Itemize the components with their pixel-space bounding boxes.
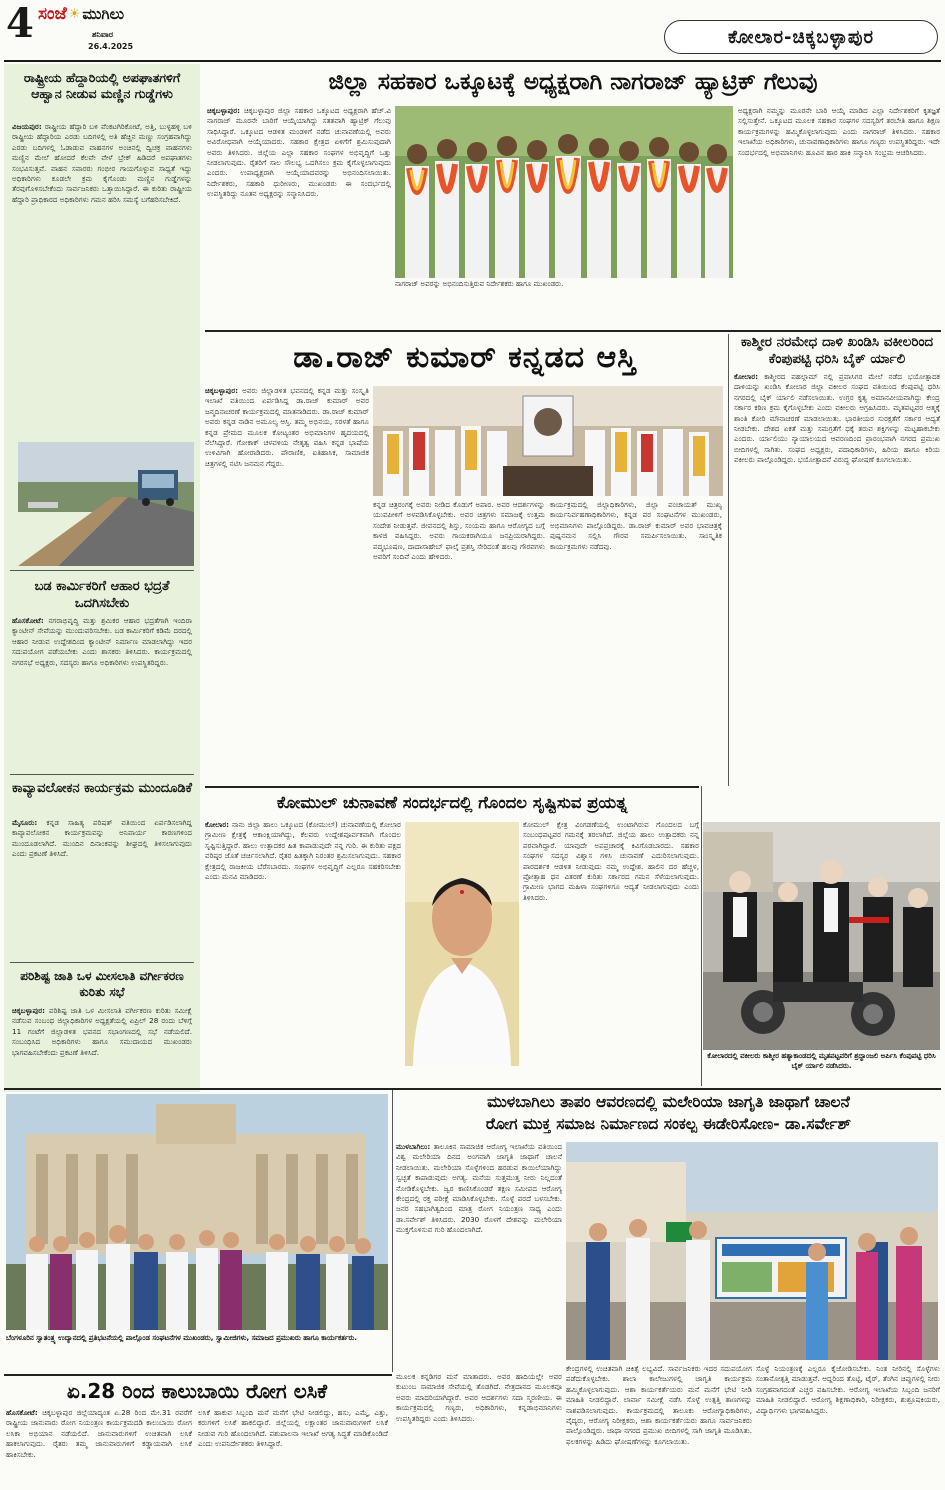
logo-text-mugilu: ಮುಗಿಲು (82, 5, 125, 23)
article-text: ಅಧ್ಯಕ್ಷರಾಗಿ ನಮ್ಮನ್ನು ಮೂರನೇ ಬಾರಿ ಆಯ್ಕೆ ಮಾಡಿದ ಎಲ್ಲಾ ನಿರ್ದೇಶಕರಿಗೆ ಕೃತಜ್ಞತೆ ಸಲ್ಲಿಸುತ್ತೇನೆ. ಒಕ್ಕೂಟದ ಮೂಲಕ ಸಹಕಾರ ಸಂಘಗಳ ಸದಸ್ಯರಿಗೆ ತರಬೇತಿ ಹಾಗೂ ಶಿಕ್ಷಣ ಕಾರ್ಯಕ್ರಮಗಳನ್ನು ಹಮ್ಮಿಕೊಳ್ಳಲಾಗುವುದು ಎಂದು ನಾಗರಾಜ್ ತಿಳಿಸಿದರು. ಸಹಕಾರ ಇಲಾಖೆಯ ಅಧಿಕಾರಿಗಳು, ಚುನಾವಣಾಧಿಕಾರಿಗಳು ಹಾಗೂ ಗಣ್ಯರು ಉಪಸ್ಥಿತರಿದ್ದರು. ಇದೇ ಸಂದರ್ಭದಲ್ಲಿ ಅಭಿಮಾನಿಗಳು ಹೂವಿನ ಹಾರ ಹಾಕಿ ಸನ್ಮಾನಿಸಿ ಸಂಭ್ರಮ ಆಚರಿಸಿದರು. (738, 106, 940, 157)
dateline: ಚಿಕ್ಕಬಳ್ಳಾಪುರ: (12, 1006, 49, 1015)
dateline: ಮೈಸೂರು: (12, 818, 47, 827)
dateline: ಕೋಲಾರ: (734, 372, 765, 381)
article-text: ಚಿಕ್ಕಬಳ್ಳಾಪುರ ಜಿಲ್ಲೆಯಾದ್ಯಂತ ಏ.28 ರಿಂದ ಮೇ.31 ರವರೆಗೆ ರಾಷ್ಟ್ರೀಯ ಜಾನುವಾರು ರೋಗ ನಿಯಂತ್ರಣ ಕಾರ್ಯಕ್ರಮದಡಿ ಕಾಲುಬಾಯಿ ರೋಗ ಲಸಿಕಾ ಅಭಿಯಾನ ನಡೆಯಲಿದೆ. ಜಾನುವಾರುಗಳಿಗೆ ಉಚಿತವಾಗಿ ಲಸಿಕೆ ಹಾಕಲಾಗುವುದು. ರೈತರು ತಮ್ಮ ಜಾನುವಾರುಗಳಿಗೆ ಕಡ್ಡಾಯವಾಗಿ ಲಸಿಕೆ ಹಾಕಿಸಬೇಕು. (6, 1408, 192, 1459)
bike-rally-caption: ಕೋಲಾರದಲ್ಲಿ ವಕೀಲರು ಕಾಶ್ಮೀರ ಹತ್ಯಾಕಾಂಡದಲ್ಲಿ ಮೃತಪಟ್ಟವರಿಗೆ ಶ್ರದ್ಧಾಂಜಲಿ ಅರ್ಪಿಸಿ ಕೆಂಪುಪಟ್ಟಿ ಧರಿಸಿ ಬೈಕ್ ರ್ಯಾಲಿ ನಡೆಸಿದರು. (707, 1052, 936, 1070)
sidebar-story4-headline: ಪರಿಶಿಷ್ಟ ಜಾತಿ ಒಳ ಮೀಸಲಾತಿ ವರ್ಗೀಕರಣ ಕುರಿತು ಸಭೆ (20, 969, 184, 999)
article-text: ಕಾರ್ಯಕ್ರಮದಲ್ಲಿ ಜಿಲ್ಲಾಧಿಕಾರಿಗಳು, ಜಿಲ್ಲಾ ಪಂಚಾಯತ್ ಮುಖ್ಯ ಕಾರ್ಯನಿರ್ವಹಣಾಧಿಕಾರಿಗಳು, ಕನ್ನಡ ಪರ ಸಂಘಟನೆಗಳ ಮುಖಂಡರು, ಅಭಿಮಾನಿಗಳು ಪಾಲ್ಗೊಂಡಿದ್ದರು. ಡಾ.ರಾಜ್ ಕುಮಾರ್ ಅವರ ಭಾವಚಿತ್ರಕ್ಕೆ ಪುಷ್ಪನಮನ ಸಲ್ಲಿಸಿ ಗೌರವ ಸಮರ್ಪಿಸಲಾಯಿತು. ಸಾಂಸ್ಕೃತಿಕ ಕಾರ್ಯಕ್ರಮಗಳು ನಡೆದವು. (550, 500, 722, 551)
rajkumar-event-photo (373, 386, 723, 496)
article-text: ಕೋಮುಲ್ ಕ್ಷೇತ್ರ ವಿಂಗಡಣೆಯಲ್ಲಿ ಉಂಟಾಗಿರುವ ಗೊಂದಲದ ಬಗ್ಗೆ ಸಂಬಂಧಪಟ್ಟವರ ಗಮನಕ್ಕೆ ತರಲಾಗಿದೆ. ಜಿಲ್ಲೆಯ ಹಾಲು ಉತ್ಪಾದಕರು ನನ್ನ ಪರವಾಗಿದ್ದಾರೆ. ಯಾವುದೇ ಅಪಪ್ರಚಾರಕ್ಕೆ ಕಿವಿಗೊಡಬಾರದು. ಸಹಕಾರ ಸಂಘಗಳ ಸದಸ್ಯರ ವಿಶ್ವಾಸ ಗಳಿಸಿ ಚುನಾವಣೆ ಎದುರಿಸಲಾಗುವುದು. ಪಾರದರ್ಶಕ ಆಡಳಿತ ನೀಡುವುದು ನಮ್ಮ ಉದ್ದೇಶ. ಹಾಲಿನ ದರ ಹೆಚ್ಚಳ, ಪ್ರೋತ್ಸಾಹ ಧನ ವಿತರಣೆ ಕುರಿತು ಸರ್ಕಾರದ ಗಮನ ಸೆಳೆಯಲಾಗುವುದು. ಗ್ರಾಮೀಣ ಭಾಗದ ಮಹಿಳಾ ಸಂಘಗಳಿಗೂ ಆದ್ಯತೆ ನೀಡಲಾಗುವುದು ಎಂದು ತಿಳಿಸಿದರು. (523, 820, 699, 902)
article-text: ಪರಿಶಿಷ್ಟ ಜಾತಿ ಒಳ ಮೀಸಲಾತಿ ವರ್ಗೀಕರಣ ಕುರಿತು ಸಮೀಕ್ಷೆ ನಡೆಸುವ ಸಂಬಂಧ ಜಿಲ್ಲಾಧಿಕಾರಿಗಳ ಅಧ್ಯಕ್ಷತೆಯಲ್ಲಿ ಏಪ್ರಿಲ್ 28 ರಂದು ಬೆಳಿಗ್ಗೆ 11 ಗಂಟೆಗೆ ಜಿಲ್ಲಾಡಳಿತ ಭವನದ ಸಭಾಂಗಣದಲ್ಲಿ ಸಭೆ ನಡೆಯಲಿದೆ. ಸಂಬಂಧಿಸಿದ ಅಧಿಕಾರಿಗಳು ಹಾಗೂ ಸಮುದಾಯದ ಮುಖಂಡರು ಭಾಗವಹಿಸಬೇಕೆಂದು ಪ್ರಕಟಣೆ ತಿಳಿಸಿದೆ. (12, 1006, 192, 1057)
cooperative-caption: ನಾಗರಾಜ್ ಅವರನ್ನು ಅಭಿನಂದಿಸುತ್ತಿರುವ ನಿರ್ದೇಶಕರು ಹಾಗೂ ಮುಖಂಡರು. (395, 280, 564, 288)
sidebar-story1-body (12, 122, 192, 440)
malaria-body-bottom (566, 1364, 752, 1486)
dateline: ಮುಳಬಾಗಿಲು: (396, 1142, 434, 1151)
sidebar-story3-body (12, 818, 192, 960)
sidebar-story1-headline: ರಾಷ್ಟ್ರೀಯ ಹೆದ್ದಾರಿಯಲ್ಲಿ ಅಪಘಾತಗಳಿಗೆ ಆಹ್ವಾನ ನೀಡುವ ಮಣ್ಣಿನ ಗುಡ್ಡೆಗಳು (23, 70, 181, 101)
divider (10, 570, 194, 571)
cooperative-body-right (738, 106, 940, 328)
malaria-headline-line2: ರೋಗ ಮುಕ್ತ ಸಮಾಜ ನಿರ್ಮಾಣದ ಸಂಕಲ್ಪ ಈಡೇರಿಸೋಣ- ಡಾ.ಸರ್ವೇಶ್ (485, 1115, 852, 1133)
malaria-body-top (396, 1142, 562, 1368)
sidebar (4, 64, 200, 1092)
dateline: ಹೊಸಕೋಟೆ: (6, 1408, 43, 1417)
divider (392, 1090, 393, 1372)
newspaper-logo (38, 4, 124, 24)
divider (10, 962, 194, 963)
divider (205, 330, 941, 332)
article-text: ಲಸಿಕೆ ಹಾಕುವ ಸಿಬ್ಬಂದಿ ಮನೆ ಮನೆಗೆ ಭೇಟಿ ನೀಡಲಿದ್ದು, ಹಸು, ಎಮ್ಮೆ, ಎತ್ತು, ಕರುಗಳಿಗೆ ಲಸಿಕೆ ಹಾಕಲಿದ್ದಾರೆ. ಜಿಲ್ಲೆಯಲ್ಲಿ ಲಕ್ಷಾಂತರ ಜಾನುವಾರುಗಳಿಗೆ ಲಸಿಕೆ ನೀಡುವ ಗುರಿ ಹೊಂದಲಾಗಿದೆ. ಪಶುಪಾಲನಾ ಇಲಾಖೆ ಅಗತ್ಯ ಸಿದ್ಧತೆ ಮಾಡಿಕೊಂಡಿದೆ ಎಂದು ಉಪನಿರ್ದೇಶಕರು ತಿಳಿಸಿದ್ದಾರೆ. (198, 1408, 388, 1449)
logo-text-sanje: ಸಂಜೆ (38, 4, 67, 24)
article-text: ಕಾಶ್ಮೀರದ ಪಹಲ್ಗಾಮ್ ನಲ್ಲಿ ಪ್ರವಾಸಿಗರ ಮೇಲೆ ನಡೆದ ಭಯೋತ್ಪಾದಕ ದಾಳಿಯನ್ನು ಖಂಡಿಸಿ ಕೋಲಾರ ಜಿಲ್ಲಾ ವಕೀಲರ ಸಂಘದ ವತಿಯಿಂದ ಕೆಂಪುಪಟ್ಟಿ ಧರಿಸಿ ನಗರದಲ್ಲಿ ಬೈಕ್ ರ್ಯಾಲಿ ನಡೆಸಲಾಯಿತು. ಉಗ್ರರ ಕೃತ್ಯ ಅಮಾನವೀಯವಾಗಿದ್ದು ಕೇಂದ್ರ ಸರ್ಕಾರ ಕಠಿಣ ಕ್ರಮ ಕೈಗೊಳ್ಳಬೇಕು ಎಂದು ವಕೀಲರು ಆಗ್ರಹಿಸಿದರು. ಮೃತಪಟ್ಟವರ ಆತ್ಮಕ್ಕೆ ಶಾಂತಿ ಕೋರಿ ಮೌನಾಚರಣೆ ಮಾಡಲಾಯಿತು. ಭಾರತೀಯರ ಸುರಕ್ಷತೆಗೆ ಸರ್ಕಾರ ಆದ್ಯತೆ ನೀಡಬೇಕು. ದೇಶದ ಏಕತೆ ಮತ್ತು ಸಮಗ್ರತೆಗೆ ಧಕ್ಕೆ ತರುವ ಶಕ್ತಿಗಳನ್ನು ಮಟ್ಟಹಾಕಬೇಕು ಎಂದರು. ರ್ಯಾಲಿಯು ನ್ಯಾಯಾಲಯದ ಆವರಣದಿಂದ ಪ್ರಾರಂಭವಾಗಿ ನಗರದ ಪ್ರಮುಖ ಬೀದಿಗಳಲ್ಲಿ ಸಾಗಿತು. ಸಂಘದ ಅಧ್ಯಕ್ಷರು, ಪದಾಧಿಕಾರಿಗಳು, ಹಿರಿಯ ಹಾಗೂ ಕಿರಿಯ ವಕೀಲರು ಪಾಲ್ಗೊಂಡಿದ್ದರು. ಭಯೋತ್ಪಾದನೆ ವಿರುದ್ಧ ಘೋಷಣೆ ಕೂಗಲಾಯಿತು. (734, 372, 940, 465)
malaria-headline-line1: ಮುಳಬಾಗಿಲು ತಾಪಂ ಆವರಣದಲ್ಲಿ ಮಲೇರಿಯಾ ಜಾಗೃತಿ ಜಾಥಾಗೆ ಚಾಲನೆ (487, 1093, 850, 1111)
article-text: ಕನ್ನಡ ಚಿತ್ರರಂಗಕ್ಕೆ ಅವರು ನೀಡಿದ ಕೊಡುಗೆ ಅಪಾರ. ಅವರ ಆದರ್ಶಗಳನ್ನು ಯುವಪೀಳಿಗೆ ಅಳವಡಿಸಿಕೊಳ್ಳಬೇಕು. ಅವರ ಚಿತ್ರಗಳು ಸಮಾಜಕ್ಕೆ ಉತ್ತಮ ಸಂದೇಶ ನೀಡುತ್ತವೆ. ಜೀವನದಲ್ಲಿ ಶಿಸ್ತು, ಸಂಯಮ ಹಾಗೂ ಆರೋಗ್ಯದ ಬಗ್ಗೆ ಕಾಳಜಿ ವಹಿಸಿದ್ದರು. ಅವರು ಗಾಯಕರಾಗಿಯೂ ಜನಪ್ರಿಯರಾಗಿದ್ದರು. ಪದ್ಮಭೂಷಣ, ದಾದಾಸಾಹೇಬ್ ಫಾಲ್ಕೆ ಪ್ರಶಸ್ತಿ ಸೇರಿದಂತೆ ಹಲವು ಗೌರವಗಳು ಅವರಿಗೆ ಸಂದಿವೆ ಎಂದು ಹೇಳಿದರು. (373, 500, 545, 562)
rajkumar-headline: ಡಾ.ರಾಜ್ ಕುಮಾರ್ ಕನ್ನಡದ ಆಸ್ತಿ (293, 340, 637, 375)
article-text: ನಾನು ಜಿಲ್ಲಾ ಹಾಲು ಒಕ್ಕೂಟದ (ಕೋಮುಲ್) ಚುನಾವಣೆಯಲ್ಲಿ ಕೋಲಾರ ಗ್ರಾಮೀಣ ಕ್ಷೇತ್ರಕ್ಕೆ ಆಕಾಂಕ್ಷಿಯಾಗಿದ್ದು, ಕೆಲವರು ಉದ್ದೇಶಪೂರ್ವಕವಾಗಿ ಗೊಂದಲ ಸೃಷ್ಟಿಸುತ್ತಿದ್ದಾರೆ. ಹಾಲು ಉತ್ಪಾದಕರ ಹಿತ ಕಾಪಾಡುವುದೇ ನನ್ನ ಗುರಿ. ಈ ಕುರಿತು ಪಕ್ಷದ ವರಿಷ್ಠರ ಜೊತೆ ಚರ್ಚಿಸಲಾಗಿದೆ. ರೈತರ ಹಿತಕ್ಕಾಗಿ ನಿರಂತರ ಶ್ರಮಿಸಲಾಗುವುದು. ಸಹಕಾರ ಕ್ಷೇತ್ರದಲ್ಲಿ ರಾಜಕೀಯ ಬೆರೆಸಬಾರದು. ಸಂಘಗಳ ಅಭಿವೃದ್ಧಿಗೆ ಎಲ್ಲರೂ ಸಹಕರಿಸಬೇಕು ಎಂದು ಮನವಿ ಮಾಡಿದರು. (205, 820, 401, 882)
cooperative-photo (395, 106, 733, 278)
komul-headline: ಕೋಮುಲ್ ಚುನಾವಣೆ ಸಂದರ್ಭದಲ್ಲಿ ಗೊಂದಲ ಸೃಷ್ಟಿಸುವ ಪ್ರಯತ್ನ (276, 793, 628, 812)
bike-rally-headline: ಕಾಶ್ಮೀರ ನರಮೇಧ ದಾಳಿ ಖಂಡಿಸಿ ವಕೀಲರಿಂದ ಕೆಂಪುಪಟ್ಟಿ ಧರಿಸಿ ಬೈಕ್ ರ್ಯಾಲಿ (740, 334, 934, 367)
highway-photo (18, 442, 194, 566)
article-text: ಮೂಲಕ ಕನ್ನಡಿಗರ ಮನೆ ಮಾತಾದರು. ಅವರ ಹಾದಿಯಲ್ಲೇ ಅವರ ಕುಟುಂಬ ಸಾಮಾಜಿಕ ಸೇವೆಯಲ್ಲಿ ತೊಡಗಿದೆ. ನೇತ್ರದಾನದ ಮೂಲಕವೂ ಅವರು ಮಾದರಿಯಾಗಿದ್ದಾರೆ. ಅವರ ಆದರ್ಶಗಳು ಸದಾ ಸ್ಮರಣೀಯ. ಈ ಕಾರ್ಯಕ್ರಮದಲ್ಲಿ ಗಣ್ಯರು, ಅಧಿಕಾರಿಗಳು, ಕನ್ನಡಾಭಿಮಾನಿಗಳು ಉಪಸ್ಥಿತರಿದ್ದರು ಎಂದು ತಿಳಿಸಿದರು. (396, 1372, 562, 1423)
sidebar-story2-body (12, 616, 192, 772)
article-text: ಅವರು ಜಿಲ್ಲಾಡಳಿತ ಭವನದಲ್ಲಿ ಕನ್ನಡ ಮತ್ತು ಸಂಸ್ಕೃತಿ ಇಲಾಖೆ ವತಿಯಿಂದ ಏರ್ಪಡಿಸಿದ್ದ ಡಾ.ರಾಜ್ ಕುಮಾರ್ ಅವರ ಜನ್ಮದಿನಾಚರಣೆ ಕಾರ್ಯಕ್ರಮದಲ್ಲಿ ಮಾತನಾಡಿದರು. ಡಾ.ರಾಜ್ ಕುಮಾರ್ ಅವರು ಕನ್ನಡ ನಾಡಿನ ಅಮೂಲ್ಯ ಆಸ್ತಿ. ತಮ್ಮ ಅಭಿನಯ, ಸರಳತೆ ಹಾಗೂ ಕನ್ನಡ ಪ್ರೇಮದ ಮೂಲಕ ಕೋಟ್ಯಂತರ ಅಭಿಮಾನಿಗಳ ಹೃದಯದಲ್ಲಿ ನೆಲೆಸಿದ್ದಾರೆ. ಗೋಕಾಕ್ ಚಳವಳಿಯ ನೇತೃತ್ವ ವಹಿಸಿ ಕನ್ನಡ ಭಾಷೆಯ ಉಳಿವಿಗಾಗಿ ಹೋರಾಡಿದರು. ಪೌರಾಣಿಕ, ಐತಿಹಾಸಿಕ, ಸಾಮಾಜಿಕ ಚಿತ್ರಗಳಲ್ಲಿ ನಟಿಸಿ ಜನಮನ ಗೆದ್ದರು. (205, 386, 369, 468)
article-text: ಚಿಕ್ಕಬಳ್ಳಾಪುರ ಜಿಲ್ಲಾ ಸಹಕಾರ ಒಕ್ಕೂಟದ ಅಧ್ಯಕ್ಷರಾಗಿ ಹೆಚ್.ವಿ ನಾಗರಾಜ್ ಮೂರನೇ ಬಾರಿಗೆ ಆಯ್ಕೆಯಾಗಿದ್ದು ಸತತವಾಗಿ ಹ್ಯಾಟ್ರಿಕ್ ಗೆಲುವು ಸಾಧಿಸಿದ್ದಾರೆ. ಒಕ್ಕೂಟದ ಆಡಳಿತ ಮಂಡಳಿಗೆ ನಡೆದ ಚುನಾವಣೆಯಲ್ಲಿ ಅವರು ಅವಿರೋಧವಾಗಿ ಆಯ್ಕೆಯಾದರು. ಸಹಕಾರ ಕ್ಷೇತ್ರದ ಏಳಿಗೆಗೆ ಶ್ರಮಿಸುವುದಾಗಿ ಅವರು ತಿಳಿಸಿದರು. ಜಿಲ್ಲೆಯ ಎಲ್ಲಾ ಸಹಕಾರ ಸಂಘಗಳ ಅಭಿವೃದ್ಧಿಗೆ ಒತ್ತು ನೀಡಲಾಗುವುದು. ರೈತರಿಗೆ ಸಾಲ ಸೌಲಭ್ಯ ಒದಗಿಸಲು ಕ್ರಮ ಕೈಗೊಳ್ಳಲಾಗುವುದು ಎಂದರು. ಉಪಾಧ್ಯಕ್ಷರಾಗಿ ಆಯ್ಕೆಯಾದವರನ್ನು ಅಭಿನಂದಿಸಲಾಯಿತು. ನಿರ್ದೇಶಕರು, ಸಹಕಾರಿ ಧುರೀಣರು, ಮುಖಂಡರು ಈ ಸಂದರ್ಭದಲ್ಲಿ ಉಪಸ್ಥಿತರಿದ್ದು ನೂತನ ಅಧ್ಯಕ್ಷರನ್ನು ಸನ್ಮಾನಿಸಿದರು. (207, 106, 391, 199)
bike-rally-body (734, 372, 940, 820)
divider (701, 786, 702, 1086)
article-text: ಕನ್ನಡ ಸಾಹಿತ್ಯ ಪರಿಷತ್ ವತಿಯಿಂದ ಏರ್ಪಡಿಸಲಾಗಿದ್ದ ಕಾವ್ಯಾವಲೋಕನ ಕಾರ್ಯಕ್ರಮವನ್ನು ಅನಿವಾರ್ಯ ಕಾರಣಗಳಿಂದ ಮುಂದೂಡಲಾಗಿದೆ. ಮುಂದಿನ ದಿನಾಂಕವನ್ನು ಶೀಘ್ರದಲ್ಲಿ ತಿಳಿಸಲಾಗುವುದು ಎಂದು ಪ್ರಕಟಣೆ ತಿಳಿಸಿದೆ. (12, 818, 192, 859)
malaria-rally-photo (566, 1142, 938, 1360)
vaccine-body-left (6, 1408, 192, 1488)
divider (4, 1374, 392, 1376)
divider (4, 1088, 941, 1090)
masthead-divider (4, 60, 941, 62)
section-title: ಕೋಲಾರ-ಚಿಕ್ಕಬಳ್ಳಾಪುರ (664, 20, 938, 54)
issue-date: 26.4.2025 (88, 42, 134, 51)
protest-caption: ಬೆಂಗಳೂರಿನ ಸ್ವಾತಂತ್ರ್ಯ ಉದ್ಯಾನದಲ್ಲಿ ಪ್ರತಿಭಟನೆಯಲ್ಲಿ ಪಾಲ್ಗೊಂಡ ಸಂಘಟನೆಗಳ ಮುಖಂಡರು, ಸ್ವಾಮೀಜಿಗಳು, ಸಮಾಜದ ಪ್ರಮುಖರು ಹಾಗೂ ಕಾರ್ಯಕರ್ತರು. (6, 1334, 358, 1342)
page-number: 4 (6, 0, 34, 47)
rajkumar-body-mid (373, 500, 545, 782)
komul-body-left (205, 820, 401, 1076)
vaccine-headline: ಏ.28 ರಿಂದ ಕಾಲುಬಾಯಿ ರೋಗ ಲಸಿಕೆ (66, 1379, 328, 1403)
dateline: ಚಿಕ್ಕಬಳ್ಳಾಪುರ: (207, 106, 245, 115)
dateline: ಹೊಸಕೋಟೆ: (12, 616, 49, 625)
cooperative-body-left (207, 106, 391, 328)
article-text: ಸೊಳ್ಳೆ ನಿಯಂತ್ರಣಕ್ಕೆ ಎಲ್ಲರೂ ಕೈಜೋಡಿಸಬೇಕು. ನಿಂತ ನೀರಿನಲ್ಲಿ ಸೊಳ್ಳೆಗಳು ಸಂತಾನೋತ್ಪತ್ತಿ ಮಾಡುತ್ತವೆ. ಆದ್ದರಿಂದ ತೊಟ್ಟಿ, ಟೈರ್, ತೆಂಗಿನ ಚಿಪ್ಪುಗಳಲ್ಲಿ ನೀರು ಸಂಗ್ರಹವಾಗದಂತೆ ಎಚ್ಚರ ವಹಿಸಬೇಕು. ಆರೋಗ್ಯ ಇಲಾಖೆಯ ಸಿಬ್ಬಂದಿ ಜನರಿಗೆ ಮಾಹಿತಿ ನೀಡಲಿದ್ದಾರೆ. ಆರೋಗ್ಯ ಶಿಕ್ಷಣಾಧಿಕಾರಿ, ನಿರೀಕ್ಷಕರು, ಶುಶ್ರೂಷಕಿಯರು, ವಿದ್ಯಾರ್ಥಿಗಳು ಭಾಗವಹಿಸಿದ್ದರು. (756, 1364, 940, 1415)
divider (10, 774, 194, 775)
bike-rally-photo (703, 822, 940, 1050)
article-text: ನಗರಾಭಿವೃದ್ಧಿ ಮತ್ತು ಶ್ರಮಿಕರ ಆಹಾರ ಭದ್ರತೆಗಾಗಿ ಇಂದಿರಾ ಕ್ಯಾಂಟೀನ್ ಸೇವೆಯನ್ನು ಮುಂದುವರಿಸಬೇಕು. ಬಡ ಕಾರ್ಮಿಕರಿಗೆ ಕಡಿಮೆ ದರದಲ್ಲಿ ಆಹಾರ ನೀಡುವ ಉದ್ದೇಶದಿಂದ ಕ್ಯಾಂಟೀನ್ ನಿರ್ಮಾಣ ಮಾಡಲಾಗಿದ್ದು ಇದರ ಸದುಪಯೋಗ ಪಡೆಯಬೇಕು ಎಂದು ಶಾಸಕರು ತಿಳಿಸಿದರು. ಕಾರ್ಯಕ್ರಮದಲ್ಲಿ ನಗರಸಭೆ ಅಧ್ಯಕ್ಷರು, ಸದಸ್ಯರು ಹಾಗೂ ಅಧಿಕಾರಿಗಳು ಉಪಸ್ಥಿತರಿದ್ದರು. (12, 616, 192, 667)
dateline: ಚಿಕ್ಕಬಳ್ಳಾಪುರ: (205, 386, 243, 395)
weekday: ಶನಿವಾರ (92, 30, 114, 39)
sidebar-story2-headline: ಬಡ ಕಾರ್ಮಿಕರಿಗೆ ಆಹಾರ ಭದ್ರತೆ ಒದಗಿಸಬೇಕು (34, 579, 170, 611)
malaria-body-far (756, 1364, 940, 1486)
divider (205, 786, 699, 788)
divider (728, 334, 729, 786)
sun-icon: ☀ (68, 6, 81, 22)
sidebar-story4-body (12, 1006, 192, 1088)
candidate-portrait-photo (405, 822, 519, 1066)
article-text: ರಾಷ್ಟ್ರೀಯ ಹೆದ್ದಾರಿ ಬಳಿ ವೆಂಕಟಗಿರಿಕೋಟೆ, ಅತ್ತಿ, ಬುಳ್ಳಹಳ್ಳಿ ಬಳಿ ರಾಷ್ಟ್ರೀಯ ಹೆದ್ದಾರಿಯ ಎರಡು ಬದಿಗಳಲ್ಲಿ ಅತಿ ಹೆಚ್ಚಿನ ಮಣ್ಣು ಸಂಗ್ರಹವಾಗಿದ್ದು ಎರಡು ಬದಿಗಳಲ್ಲಿ ಓಡಾಡುವ ವಾಹನಗಳ ಅಂಚಿನಲ್ಲಿ ದ್ವಿಚಕ್ರ ವಾಹನಗಳು ಮಣ್ಣಿನ ಮೇಲೆ ಹೋದರೆ ಕೆಲವೇ ವೇಳೆ ಬ್ರೇಕ್ ಹಿಡಿದರೆ ಅಪಘಾತಗಳು ಸಂಭವಿಸುತ್ತವೆ. ವಾಹನ ಸವಾರರು ಗಂಭೀರ ಗಾಯಗೊಳ್ಳುವ ಸಾಧ್ಯತೆ ಇದ್ದು ಅಧಿಕಾರಿಗಳು ಕೂಡಲೇ ಕ್ರಮ ಕೈಗೊಂಡು ಮಣ್ಣಿನ ಗುಡ್ಡೆಗಳನ್ನು ತೆರವುಗೊಳಿಸಬೇಕೆಂದು ಸಾರ್ವಜನಿಕರು ಒತ್ತಾಯಿಸಿದ್ದಾರೆ. ಈ ಕುರಿತು ರಾಷ್ಟ್ರೀಯ ಹೆದ್ದಾರಿ ಪ್ರಾಧಿಕಾರದ ಅಧಿಕಾರಿಗಳು ಗಮನ ಹರಿಸಿ ಸಮಸ್ಯೆ ಬಗೆಹರಿಸಬೇಕಿದೆ. (12, 122, 192, 204)
vaccine-body-mid (198, 1408, 388, 1488)
dateline: ಕೋಲಾರ: (205, 820, 233, 829)
article-text: ಕೇಂದ್ರಗಳಲ್ಲಿ ಉಚಿತವಾಗಿ ಚಿಕಿತ್ಸೆ ಲಭ್ಯವಿದೆ. ಸಾರ್ವಜನಿಕರು ಇದರ ಸದುಪಯೋಗ ಪಡೆದುಕೊಳ್ಳಬೇಕು. ಶಾಲಾ ಕಾಲೇಜುಗಳಲ್ಲಿ ಜಾಗೃತಿ ಕಾರ್ಯಕ್ರಮ ಹಮ್ಮಿಕೊಳ್ಳಲಾಗುವುದು. ಆಶಾ ಕಾರ್ಯಕರ್ತೆಯರು ಮನೆ ಮನೆಗೆ ಭೇಟಿ ನೀಡಿ ಮಾಹಿತಿ ನೀಡಲಿದ್ದಾರೆ. ಲಾರ್ವಾ ಸಮೀಕ್ಷೆ ನಡೆಸಿ ಸೊಳ್ಳೆ ಉತ್ಪತ್ತಿ ತಾಣಗಳನ್ನು ನಾಶಪಡಿಸಲಾಗುವುದು. ಕಾರ್ಯಕ್ರಮದಲ್ಲಿ ತಾಲೂಕು ಆರೋಗ್ಯಾಧಿಕಾರಿಗಳು, ವೈದ್ಯರು, ಆರೋಗ್ಯ ನಿರೀಕ್ಷಕರು, ಆಶಾ ಕಾರ್ಯಕರ್ತೆಯರು ಹಾಗೂ ಸಾರ್ವಜನಿಕರು ಪಾಲ್ಗೊಂಡಿದ್ದರು. ಜಾಥಾ ನಗರದ ಪ್ರಮುಖ ಬೀದಿಗಳಲ್ಲಿ ಸಾಗಿ ಜಾಗೃತಿ ಮೂಡಿಸಿತು. ಫಲಕಗಳನ್ನು ಹಿಡಿದು ಘೋಷಣೆಗಳನ್ನು ಕೂಗಲಾಯಿತು. (566, 1364, 752, 1446)
komul-body-right (523, 820, 699, 1076)
dateline: ವಿಜಯಪುರ: (12, 122, 45, 131)
sidebar-story3-headline: ಕಾವ್ಯಾವಲೋಕನ ಕಾರ್ಯಕ್ರಮ ಮುಂದೂಡಿಕೆ (12, 781, 192, 796)
masthead (0, 0, 945, 62)
malaria-body-continued (396, 1372, 562, 1486)
rajkumar-body-right (550, 500, 722, 782)
cooperative-headline: ಜಿಲ್ಲಾ ಸಹಕಾರ ಒಕ್ಕೂಟಕ್ಕೆ ಅಧ್ಯಕ್ಷರಾಗಿ ನಾಗರಾಜ್ ಹ್ಯಾಟ್ರಿಕ್ ಗೆಲುವು (328, 69, 818, 95)
article-text: ತಾಲೂಕಿನ ಸಾಮಾಜಿಕ ಆರೋಗ್ಯ ಇಲಾಖೆಯ ವತಿಯಿಂದ ವಿಶ್ವ ಮಲೇರಿಯಾ ದಿನದ ಅಂಗವಾಗಿ ಜಾಗೃತಿ ಜಾಥಾಗೆ ಚಾಲನೆ ನೀಡಲಾಯಿತು. ಮಲೇರಿಯಾ ಸೊಳ್ಳೆಗಳಿಂದ ಹರಡುವ ಕಾಯಿಲೆಯಾಗಿದ್ದು ಸ್ವಚ್ಛತೆ ಕಾಪಾಡುವುದು ಅಗತ್ಯ. ಮನೆಯ ಸುತ್ತಮುತ್ತ ನೀರು ನಿಲ್ಲದಂತೆ ನೋಡಿಕೊಳ್ಳಬೇಕು. ಜ್ವರ ಕಾಣಿಸಿಕೊಂಡರೆ ತಕ್ಷಣ ಸಮೀಪದ ಆರೋಗ್ಯ ಕೇಂದ್ರದಲ್ಲಿ ರಕ್ತ ಪರೀಕ್ಷೆ ಮಾಡಿಸಿಕೊಳ್ಳಬೇಕು. ಸೊಳ್ಳೆ ಪರದೆ ಬಳಸಬೇಕು. ಜನರ ಸಹಭಾಗಿತ್ವದಿಂದ ಮಾತ್ರ ರೋಗ ನಿಯಂತ್ರಣ ಸಾಧ್ಯ ಎಂದು ಡಾ.ಸರ್ವೇಶ್ ತಿಳಿಸಿದರು. 2030 ರೊಳಗೆ ದೇಶವನ್ನು ಮಲೇರಿಯಾ ಮುಕ್ತಗೊಳಿಸುವ ಗುರಿ ಹೊಂದಲಾಗಿದೆ. (396, 1142, 562, 1235)
protest-photo (6, 1094, 388, 1330)
rajkumar-body-left (205, 386, 369, 782)
